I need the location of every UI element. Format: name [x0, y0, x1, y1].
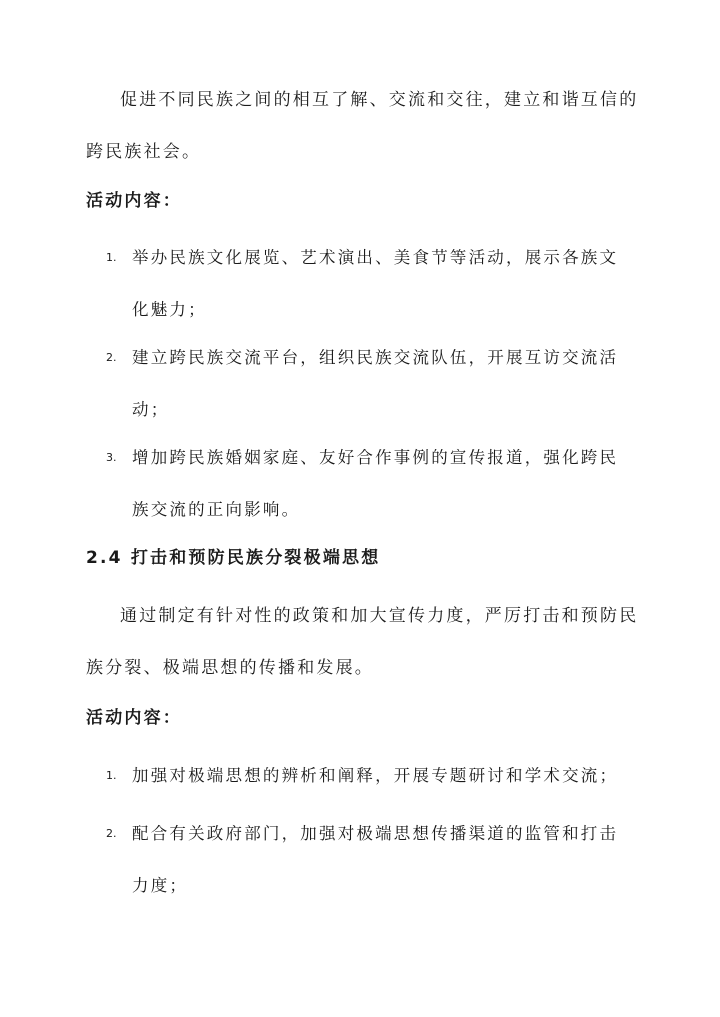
activity-heading-2: 活动内容：: [86, 708, 182, 728]
section-paragraph-text: 通过制定有针对性的政策和加大宣传力度，严厉打击和预防民族分裂、极端思想的传播和发展。: [86, 606, 639, 678]
list-number: 2.: [106, 351, 117, 364]
list-number: 1.: [106, 251, 117, 264]
section-paragraph: [86, 590, 646, 694]
section-title: 2.4 打击和预防民族分裂极端思想: [86, 548, 381, 568]
list-item: [106, 432, 636, 536]
list-number: 3.: [106, 451, 117, 464]
intro-paragraph: [86, 74, 646, 178]
list-item-text: 配合有关政府部门，加强对极端思想传播渠道的监管和打击力度；: [132, 824, 619, 895]
list-number: 1.: [106, 769, 117, 782]
list-item: [106, 332, 636, 436]
list-number: 2.: [106, 827, 117, 840]
list-item-text: 加强对极端思想的辨析和阐释，开展专题研讨和学术交流；: [132, 766, 619, 785]
list-item-text: 增加跨民族婚姻家庭、友好合作事例的宣传报道，强化跨民族交流的正向影响。: [132, 448, 619, 519]
list-item: [106, 750, 636, 802]
intro-paragraph-text: 促进不同民族之间的相互了解、交流和交往，建立和谐互信的跨民族社会。: [86, 90, 639, 162]
list-item-text: 建立跨民族交流平台，组织民族交流队伍，开展互访交流活动；: [132, 348, 619, 419]
list-item: [106, 232, 636, 336]
list-item: [106, 808, 636, 912]
activity-heading-1: 活动内容：: [86, 191, 182, 211]
list-item-text: 举办民族文化展览、艺术演出、美食节等活动，展示各族文化魅力；: [132, 248, 619, 319]
